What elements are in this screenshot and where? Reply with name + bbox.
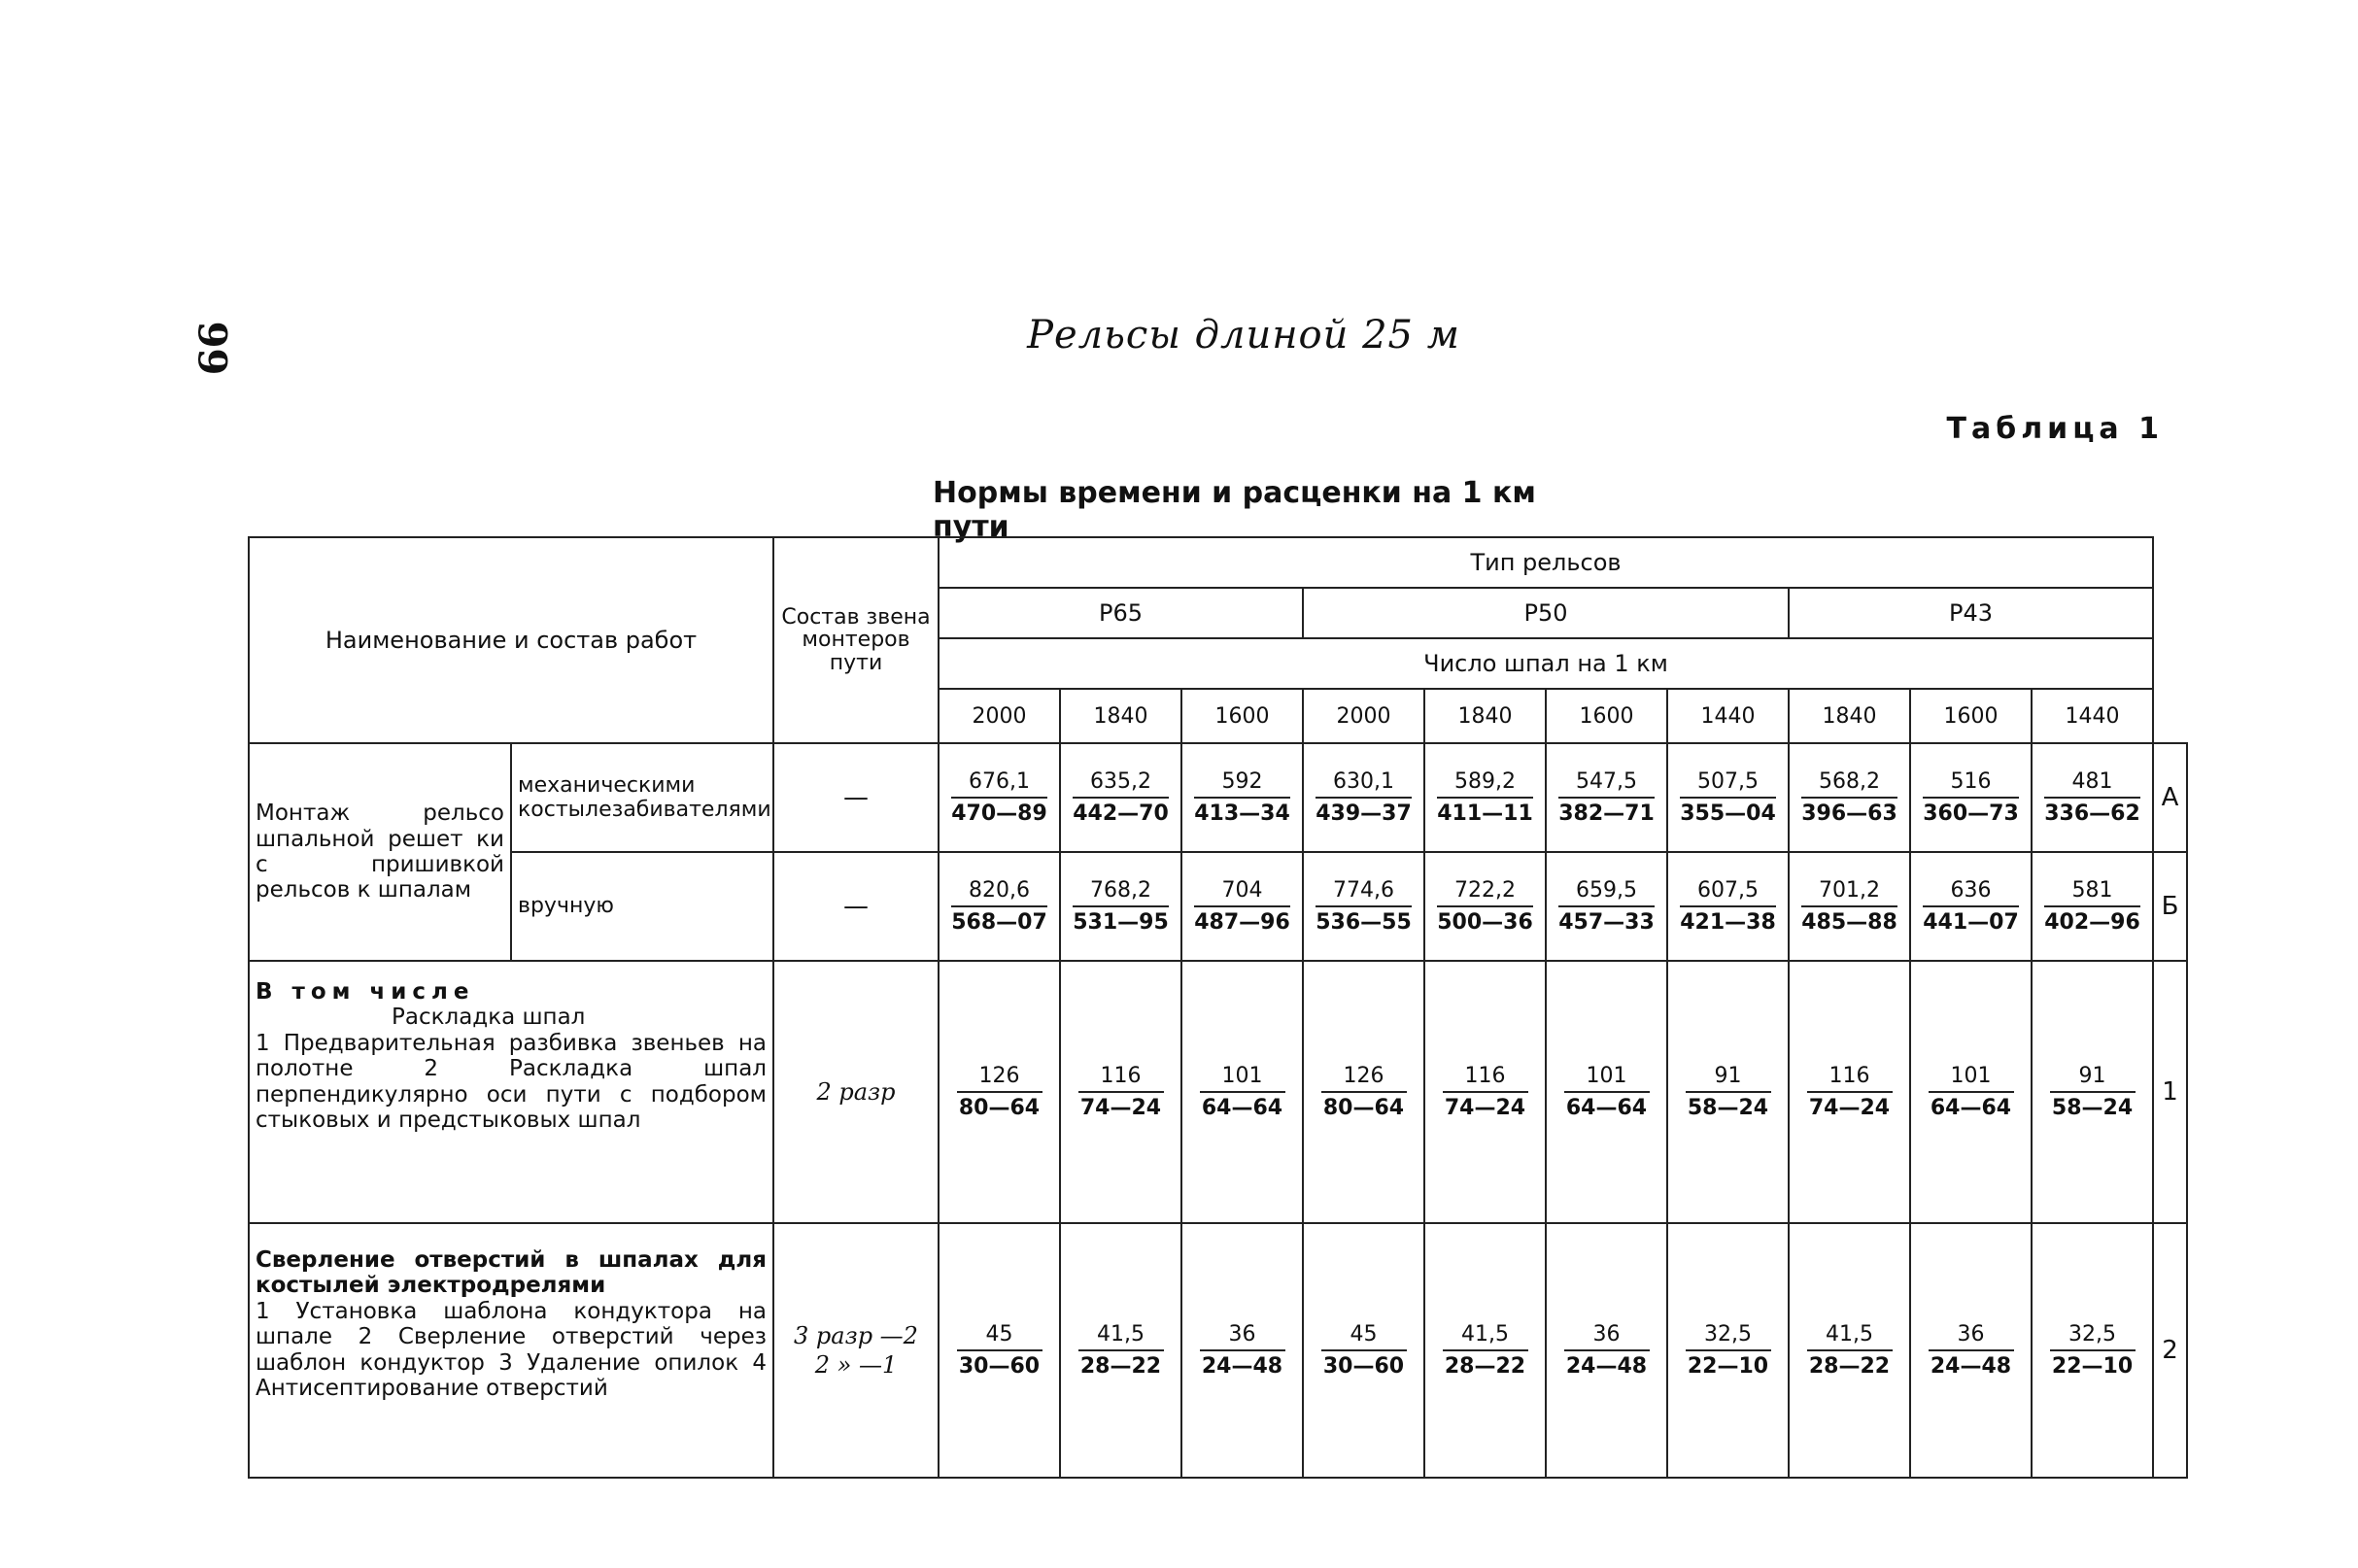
norm-value (1200, 1322, 1285, 1379)
time-norm: 659,5 (1558, 878, 1655, 907)
norm-value (1558, 769, 1655, 826)
rate-price: 536—55 (1316, 910, 1412, 935)
time-norm: 568,2 (1801, 769, 1897, 799)
norm-value (951, 769, 1047, 826)
page-number: 99 (188, 321, 235, 376)
row-tag: Б (2153, 852, 2187, 961)
norm-value (1680, 769, 1776, 826)
norm-value (1807, 1064, 1893, 1120)
work-method: механическими костылезабивателями (511, 743, 773, 852)
time-norm: 774,6 (1316, 878, 1412, 907)
norm-value (1929, 1064, 2014, 1120)
rate-price: 439—37 (1316, 801, 1412, 826)
time-norm: 581 (2044, 878, 2140, 907)
time-norm: 704 (1194, 878, 1290, 907)
sleeper-count: 1840 (1789, 689, 1910, 743)
rate-price: 22—10 (2051, 1354, 2134, 1379)
norm-value (1443, 1322, 1528, 1379)
norm-value (1437, 878, 1533, 935)
rate-price: 413—34 (1194, 801, 1290, 826)
rate-price: 442—70 (1073, 801, 1169, 826)
section-title: В том числе (256, 979, 475, 1005)
crew-composition: — (773, 852, 939, 961)
time-norm: 507,5 (1680, 769, 1776, 799)
norm-value (1558, 878, 1655, 935)
time-norm: 820,6 (951, 878, 1047, 907)
time-norm: 91 (1686, 1064, 1771, 1093)
rate-price: 396—63 (1801, 801, 1897, 826)
time-norm: 41,5 (1807, 1322, 1893, 1351)
norm-value (1194, 878, 1290, 935)
table-row (249, 743, 2187, 852)
rate-price: 531—95 (1073, 910, 1169, 935)
time-norm: 589,2 (1437, 769, 1533, 799)
crew-composition: 2 разр (816, 1078, 896, 1106)
sleeper-count: 2000 (1303, 689, 1424, 743)
work-name: 1 Предварительная разбивка звеньев на полотне 2 Раскладка шпал перпендикулярно оси пути с подбором стыковых и предстыковых шпал (256, 1030, 767, 1134)
time-norm: 116 (1078, 1064, 1164, 1093)
time-norm: 36 (1200, 1322, 1285, 1351)
rate-price: 355—04 (1680, 801, 1776, 826)
time-norm: 636 (1923, 878, 2019, 907)
crew-composition: 3 разр —2 2 » —1 (794, 1322, 918, 1379)
sleeper-count: 1840 (1424, 689, 1546, 743)
row-tag: 2 (2153, 1223, 2187, 1478)
norm-value (1316, 769, 1412, 826)
rate-price: 24—48 (1565, 1354, 1648, 1379)
rate-price: 485—88 (1801, 910, 1897, 935)
time-norm: 32,5 (1686, 1322, 1771, 1351)
norm-value (1564, 1064, 1650, 1120)
time-norm: 45 (1321, 1322, 1407, 1351)
time-norm: 722,2 (1437, 878, 1533, 907)
time-norm: 41,5 (1078, 1322, 1164, 1351)
work-name: Монтаж рельсо шпальной решет ки с пришивкой рельсов к шпалам (249, 743, 511, 961)
page-heading: Рельсы длиной 25 м (1027, 313, 1460, 358)
norm-value (2044, 878, 2140, 935)
norm-value (1437, 769, 1533, 826)
norm-value (957, 1064, 1042, 1120)
crew-composition: — (773, 743, 939, 852)
rate-price: 22—10 (1687, 1354, 1769, 1379)
rate-price: 24—48 (1930, 1354, 2012, 1379)
rate-price: 411—11 (1437, 801, 1533, 826)
rate-price: 382—71 (1558, 801, 1655, 826)
table-row (249, 1223, 2187, 1478)
norm-value (1564, 1322, 1650, 1379)
rate-price: 58—24 (2051, 1096, 2134, 1120)
rate-price: 74—24 (1444, 1096, 1526, 1120)
header-work-name: Наименование и состав работ (249, 537, 773, 743)
norm-value (1801, 769, 1897, 826)
norm-value (1321, 1322, 1407, 1379)
norm-value (1316, 878, 1412, 935)
table-row (249, 961, 2187, 1223)
rate-price: 457—33 (1558, 910, 1655, 935)
norm-value (2050, 1064, 2136, 1120)
rate-price: 80—64 (958, 1096, 1041, 1120)
rate-price: 30—60 (1322, 1354, 1405, 1379)
norm-value (2044, 769, 2140, 826)
rate-price: 28—22 (1808, 1354, 1891, 1379)
rate-price: 74—24 (1079, 1096, 1162, 1120)
norm-value (1929, 1322, 2014, 1379)
table-row (249, 852, 2187, 961)
table-subtitle: Нормы времени и расценки на 1 км пути (933, 476, 1536, 544)
header-rail-p65: Р65 (939, 588, 1303, 638)
time-norm: 45 (957, 1322, 1042, 1351)
rate-price: 58—24 (1687, 1096, 1769, 1120)
time-norm: 116 (1443, 1064, 1528, 1093)
time-norm: 768,2 (1073, 878, 1169, 907)
time-norm: 701,2 (1801, 878, 1897, 907)
rate-price: 64—64 (1930, 1096, 2012, 1120)
norm-value (1923, 769, 2019, 826)
rate-price: 64—64 (1565, 1096, 1648, 1120)
rate-price: 64—64 (1201, 1096, 1283, 1120)
work-name: 1 Установка шаблона кондуктора на шпале 2 Сверление отверстий через шаблон кондуктор 3 Удаление опилок 4 Антисептирование отверстий (256, 1298, 767, 1402)
header-sleepers: Число шпал на 1 км (939, 638, 2153, 689)
table-label: Таблица 1 (1946, 412, 2164, 446)
time-norm: 592 (1194, 769, 1290, 799)
norm-value (1680, 878, 1776, 935)
norm-value (1073, 878, 1169, 935)
rate-price: 441—07 (1923, 910, 2019, 935)
norm-value (951, 878, 1047, 935)
sleeper-count: 1600 (1910, 689, 2032, 743)
header-rail-p43: Р43 (1789, 588, 2153, 638)
norm-value (1200, 1064, 1285, 1120)
time-norm: 676,1 (951, 769, 1047, 799)
time-norm: 36 (1564, 1322, 1650, 1351)
rate-price: 30—60 (958, 1354, 1041, 1379)
sleeper-count: 1600 (1181, 689, 1303, 743)
header-crew: Состав звена монтеров пути (773, 537, 939, 743)
section-subtitle: Раскладка шпал (392, 1005, 586, 1031)
norm-value (1443, 1064, 1528, 1120)
norm-value (1078, 1064, 1164, 1120)
sleeper-count: 1440 (2032, 689, 2153, 743)
rate-price: 421—38 (1680, 910, 1776, 935)
norm-value (1807, 1322, 1893, 1379)
norm-value (1801, 878, 1897, 935)
time-norm: 126 (1321, 1064, 1407, 1093)
rate-price: 402—96 (2044, 910, 2140, 935)
time-norm: 32,5 (2050, 1322, 2136, 1351)
time-norm: 126 (957, 1064, 1042, 1093)
rate-price: 500—36 (1437, 910, 1533, 935)
norm-value (1686, 1322, 1771, 1379)
rate-price: 80—64 (1322, 1096, 1405, 1120)
time-norm: 547,5 (1558, 769, 1655, 799)
norm-value (1078, 1322, 1164, 1379)
norm-value (2050, 1322, 2136, 1379)
sleeper-count: 1440 (1667, 689, 1789, 743)
time-norm: 607,5 (1680, 878, 1776, 907)
time-norm: 635,2 (1073, 769, 1169, 799)
time-norm: 36 (1929, 1322, 2014, 1351)
norm-value (957, 1322, 1042, 1379)
norm-value (1321, 1064, 1407, 1120)
sleeper-count: 2000 (939, 689, 1060, 743)
header-rail-p50: Р50 (1303, 588, 1789, 638)
time-norm: 116 (1807, 1064, 1893, 1093)
rate-price: 568—07 (951, 910, 1047, 935)
rate-price: 360—73 (1923, 801, 2019, 826)
rate-price: 336—62 (2044, 801, 2140, 826)
rate-price: 28—22 (1444, 1354, 1526, 1379)
time-norm: 516 (1923, 769, 2019, 799)
sleeper-count: 1600 (1546, 689, 1667, 743)
work-method: вручную (511, 852, 773, 961)
time-norm: 630,1 (1316, 769, 1412, 799)
header-rail-type: Тип рельсов (939, 537, 2153, 588)
rate-price: 74—24 (1808, 1096, 1891, 1120)
norm-value (1194, 769, 1290, 826)
time-norm: 101 (1564, 1064, 1650, 1093)
rate-price: 28—22 (1079, 1354, 1162, 1379)
norm-value (1923, 878, 2019, 935)
row-tag: А (2153, 743, 2187, 852)
section-title: Сверление отверстий в шпалах для костылей электродрелями (256, 1247, 767, 1299)
norm-value (1686, 1064, 1771, 1120)
time-norm: 481 (2044, 769, 2140, 799)
sleeper-count: 1840 (1060, 689, 1181, 743)
rate-price: 487—96 (1194, 910, 1290, 935)
time-norm: 101 (1929, 1064, 2014, 1093)
time-norm: 41,5 (1443, 1322, 1528, 1351)
norm-value (1073, 769, 1169, 826)
rate-price: 470—89 (951, 801, 1047, 826)
rate-price: 24—48 (1201, 1354, 1283, 1379)
time-norm: 91 (2050, 1064, 2136, 1093)
time-norm: 101 (1200, 1064, 1285, 1093)
row-tag: 1 (2153, 961, 2187, 1223)
norms-table (248, 536, 2188, 1479)
